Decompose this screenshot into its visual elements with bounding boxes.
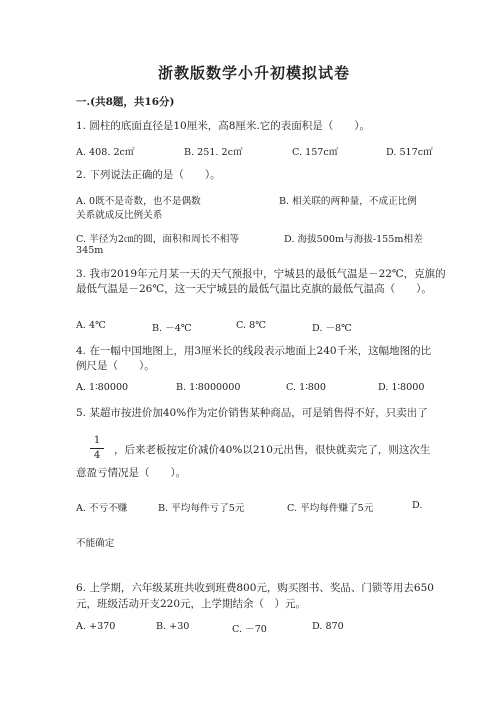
- fraction-denominator: 4: [93, 450, 101, 461]
- option-c: C. 平均每件赚了5元: [287, 503, 374, 514]
- option-a: A. 408. 2c㎡: [76, 147, 135, 158]
- option-a: A. 4℃: [76, 320, 106, 331]
- option-a: A. 1∶80000: [76, 382, 129, 393]
- fraction: [90, 435, 104, 462]
- question-stem-line-2: 元，班级活动开支220元，上学期结余（ ）元。: [76, 598, 307, 610]
- option-c: C. 半径为2㎝的圆，面积和周长不相等: [76, 234, 240, 245]
- fraction-numerator: 1: [93, 435, 101, 446]
- question-stem-line-3: 意盈亏情况是（ ）。: [76, 467, 187, 479]
- option-b: B. 1∶8000000: [176, 382, 241, 393]
- option-b: B. 相关联的两种量，不成正比例: [279, 196, 417, 207]
- question-stem-line-1: 6. 上学期，六年级某班共收到班费800元，购买图书、奖品、门锁等用去650: [76, 582, 434, 594]
- section-header: 一.(共8题，共16分): [76, 96, 175, 108]
- question-stem: 2. 下列说法正确的是（ ）。: [76, 169, 221, 181]
- option-b: B. 平均每件亏了5元: [158, 503, 245, 514]
- option-c: C. 157c㎡: [292, 147, 339, 158]
- option-c: C. 8℃: [236, 320, 266, 331]
- option-d-continued: 345m: [76, 245, 104, 256]
- fraction-bar: [90, 448, 104, 449]
- question-stem-line-1: 5. 某超市按进价加40%作为定价销售某种商品，可是销售得不好，只卖出了: [76, 407, 428, 419]
- option-a: A. 不亏不赚: [76, 503, 128, 514]
- option-d: D. 1∶8000: [378, 382, 425, 393]
- option-a: A. +370: [76, 621, 116, 632]
- option-d: D.: [412, 500, 423, 511]
- option-c: C. －70: [232, 624, 267, 635]
- option-d-continued: 不能确定: [76, 538, 115, 549]
- option-d: D. 870: [312, 621, 344, 632]
- question-stem-line-1: 3. 我市2019年元月某一天的天气预报中，宁城县的最低气温是－22℃，克旗的: [76, 268, 446, 280]
- question-stem-line-2: 例尺是（ ）。: [76, 360, 155, 372]
- option-c: C. 1∶800: [286, 382, 327, 393]
- option-b: B. 251. 2c㎡: [184, 147, 243, 158]
- question-stem: 1. 圆柱的底面直径是10厘米，高8厘米.它的表面积是（ ）。: [76, 120, 370, 132]
- option-a-continued: 关系就成反比例关系: [76, 210, 163, 221]
- question-stem-line-2: 最低气温是－26℃，这一天宁城县的最低气温比克旗的最低气温高（ ）。: [76, 283, 432, 295]
- option-d: D. 海拔500m与海拔-155m相差: [284, 234, 423, 245]
- option-b: B. －4℃: [152, 323, 192, 334]
- option-d: D. 517c㎡: [386, 147, 433, 158]
- option-a: A. 0既不是奇数，也不是偶数: [76, 196, 201, 207]
- question-stem-line-1: 4. 在一幅中国地图上，用3厘米长的线段表示地面上240千米，这幅地图的比: [76, 345, 432, 357]
- option-b: B. +30: [156, 621, 190, 632]
- exam-title: 浙教版数学小升初模拟试卷: [158, 64, 351, 82]
- question-stem-line-2: ，后来老板按定价减价40%以210元出售，很快就卖完了，则这次生: [114, 444, 431, 456]
- option-d: D. －8℃: [312, 323, 352, 334]
